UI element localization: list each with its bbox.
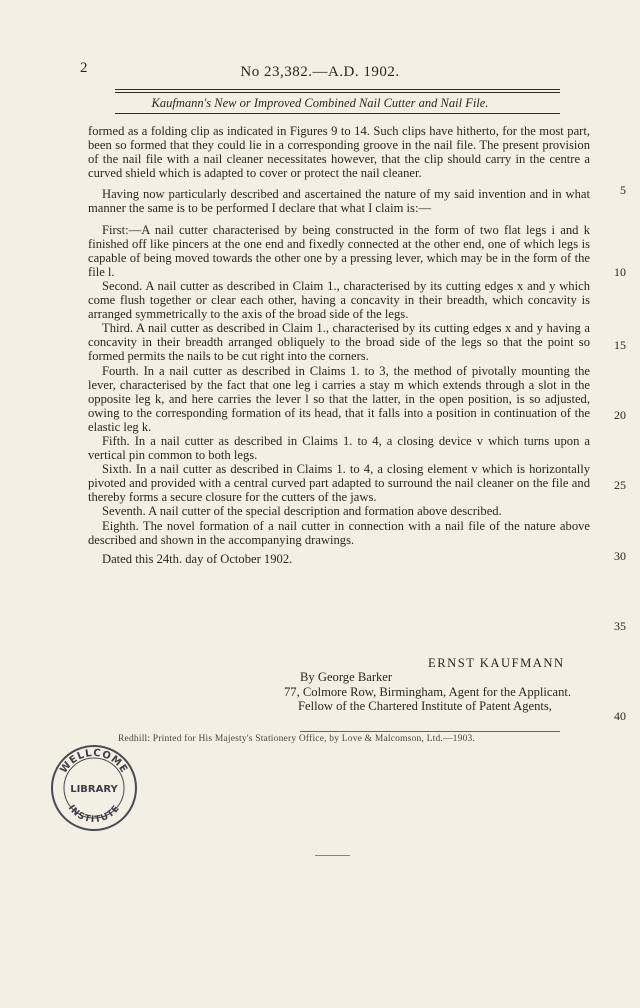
claim: Third. A nail cutter as described in Claim 1., characterised by its cutting edges x and y having a concavity in their breadth arranged obliquely to the broad side of the legs so that the point so formed permits the nails to be cut right into the corners. — [88, 321, 590, 364]
line-number: 20 — [614, 408, 626, 422]
line-number: 5 — [620, 183, 626, 197]
claim: Fifth. In a nail cutter as described in Claims 1. to 4, a closing device v which turns upon a vertical pin common to both legs. — [88, 433, 590, 463]
applicant-name: ERNST KAUFMANN — [428, 656, 565, 670]
svg-text:INSTITUTE — [66, 803, 122, 825]
agent-address: 77, Colmore Row, Birmingham, Agent for the Applicant. — [284, 684, 572, 699]
stamp-top-text: WELLCOME — [58, 747, 130, 776]
svg-text:WELLCOME — [58, 748, 129, 776]
claim: Fourth. In a nail cutter as described in Claims 1. to 3, the method of pivotally mounting the lever, characterised by the fact that one leg i carries a stay m which extends through a slot in the opposite leg k, and here carries the lever l so that the latter, in the open position, is so adjusted, owing to the corresponding formation of its head, that it falls into a position in continuation of the elastic leg k. — [88, 363, 590, 434]
patent-number: No 23,382.—A.D. 1902. — [240, 64, 400, 80]
header-rule — [115, 92, 560, 93]
claim: Seventh. A nail cutter of the special description and formation above described. — [102, 504, 502, 519]
claim: First:—A nail cutter characterised by being constructed in the form of two flat legs i and k finished off like pincers at the one end and fixedly connected at the other end, one of which legs is capable of being moved towards the other one by a pressing lever, which may be in the form of the file l. — [88, 222, 590, 279]
line-number: 15 — [614, 338, 626, 352]
page-number: 2 — [80, 60, 88, 76]
dated-line: Dated this 24th. day of October 1902. — [102, 551, 293, 566]
stamp-middle-text: LIBRARY — [70, 784, 118, 795]
stamp-bottom-text: INSTITUTE — [65, 803, 123, 826]
body-text — [88, 124, 590, 566]
line-number: 10 — [614, 265, 626, 279]
line-number: 30 — [614, 549, 626, 563]
header-rule — [115, 113, 560, 114]
line-number: 35 — [614, 619, 626, 633]
paragraph: Having now particularly described and ascertained the nature of my said invention and in what manner the same is to be performed I declare that what I claim is:— — [88, 187, 590, 216]
signature-block — [88, 656, 590, 714]
claim: Second. A nail cutter as described in Claim 1., characterised by its cutting edges x and y which come flush together or clear each other, having a concavity in their breadth, which concavity is arranged symmetrically to the axis of the broad side of the legs. — [88, 278, 590, 322]
claim: Sixth. In a nail cutter as described in Claims 1. to 4, a closing element v which is horizontally pivoted and provided with a central curved part adapted to surround the nail cleaner on the file and thereby forms a secure closure for the cutters of the jaws. — [88, 462, 590, 505]
line-number: 25 — [614, 478, 626, 492]
claim: Eighth. The novel formation of a nail cutter in connection with a nail file of the nature above described and shown in the accompanying drawings. — [88, 518, 590, 547]
running-title: Kaufmann's New or Improved Combined Nail Cutter and Nail File. — [151, 96, 489, 110]
line-number: 40 — [614, 709, 626, 723]
printer-imprint: Redhill: Printed for His Majesty's Stationery Office, by Love & Malcomson, Ltd.—1903. — [118, 734, 476, 744]
small-rule — [315, 855, 350, 856]
library-stamp — [48, 742, 140, 834]
agent-name: By George Barker — [300, 670, 393, 685]
footer-rule — [300, 731, 560, 732]
header-rule — [115, 89, 560, 90]
paragraph: formed as a folding clip as indicated in Figures 9 to 14. Such clips have hitherto, for the most part, been so formed that they could lie in a corresponding groove in the nail file. The present provision of the nail file with a nail cleaner necessitates however, that the clip should carry in the centre a curved shield which is adapted to cover or protect the nail cleaner. — [88, 124, 590, 181]
agent-title: Fellow of the Chartered Institute of Patent Agents, — [298, 699, 552, 714]
